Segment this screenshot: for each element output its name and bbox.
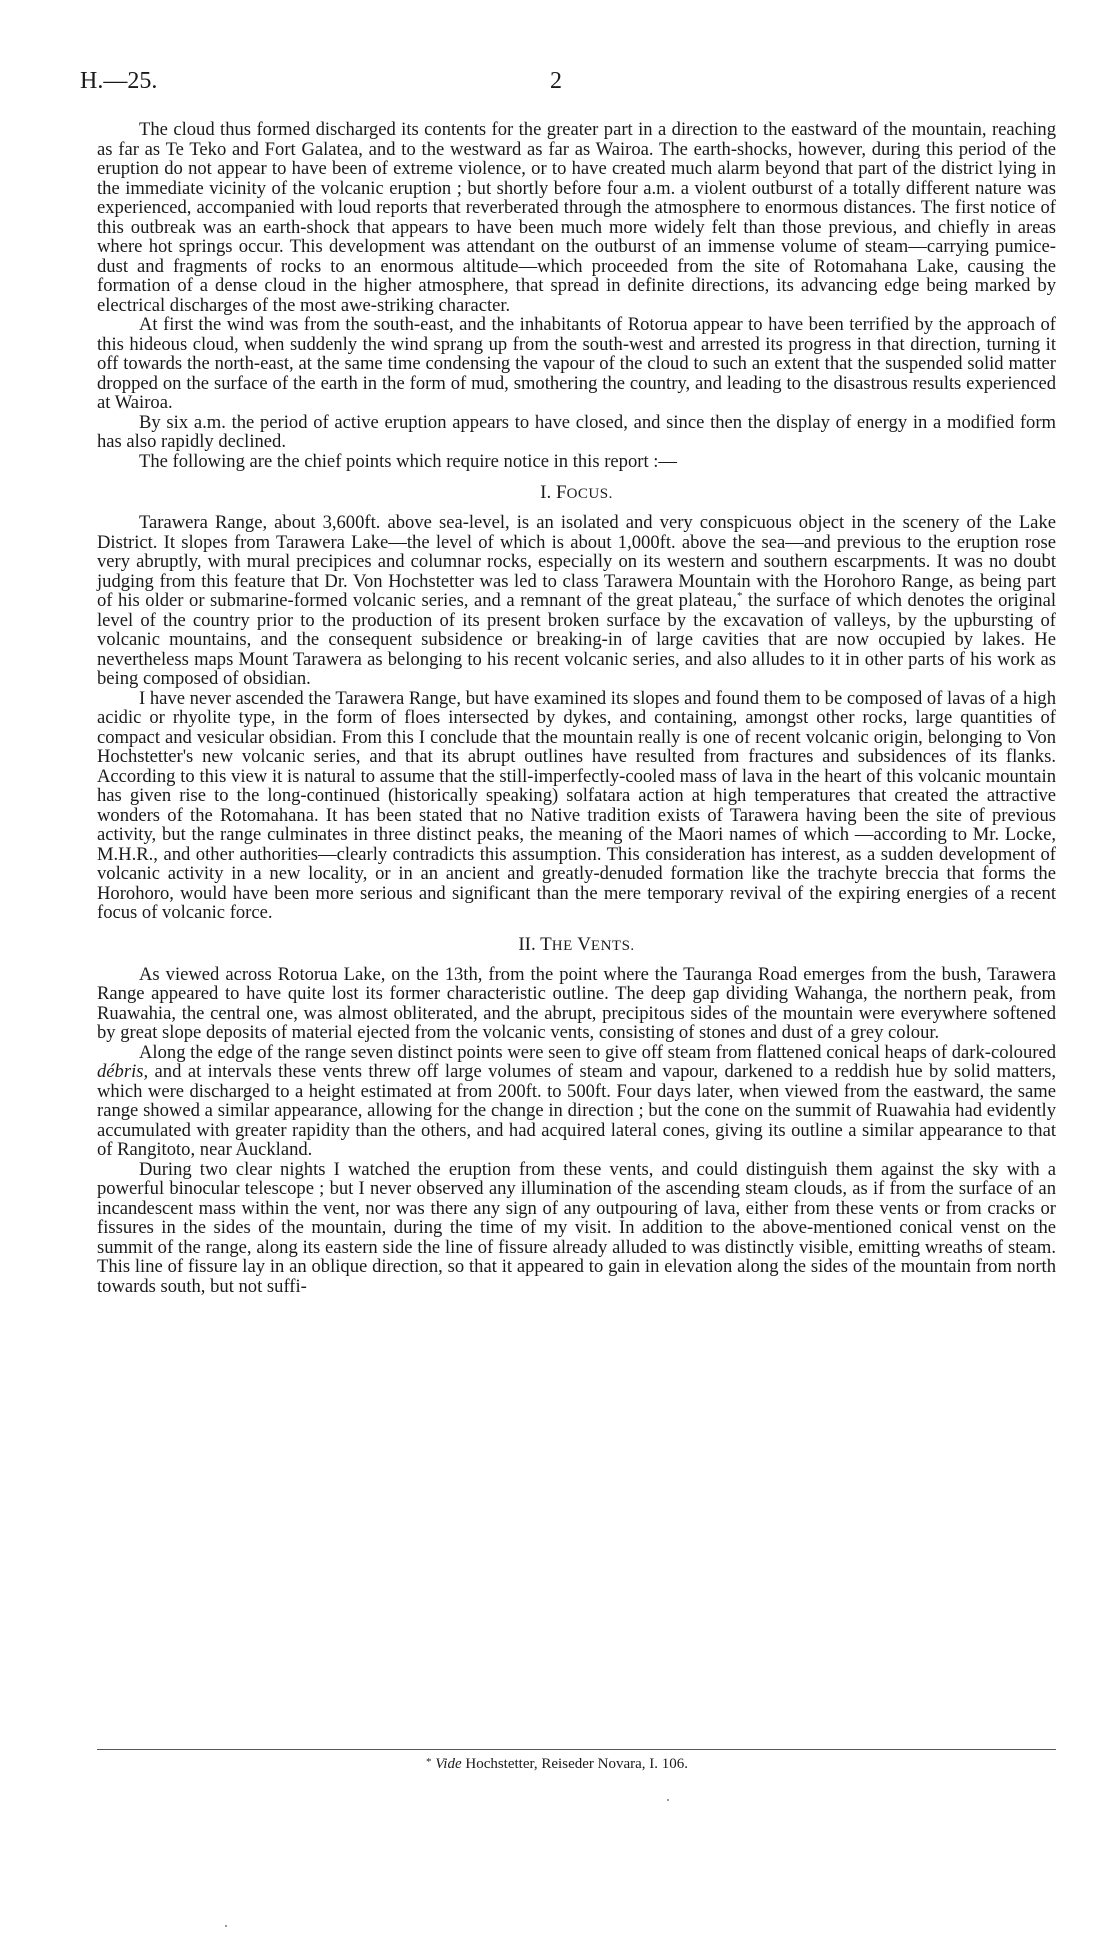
section-heading-focus	[97, 483, 1056, 504]
document-reference: H.—25.	[80, 68, 158, 94]
footnote-reference: *	[737, 589, 743, 602]
heading-initial: T	[540, 933, 552, 955]
paragraph	[97, 1043, 1056, 1160]
paragraph: I have never ascended the Tarawera Range, but have examined its slopes and found them to be composed of lavas of a high acidic or rhyolite type, in the form of floes intersected by dykes, and containing, amongst other rocks, large quantities of compact and vesicular obsidian. From this I conclude that the mountain really is one of recent volcanic origin, belonging to Von Hochstetter's new volcanic series, and that its abrupt outlines have resulted from fractures and subsidences of its flanks. According to this view it is natural to assume that the still-imperfectly-cooled mass of lava in the heart of this volcanic mountain has given rise to the long-continued (historically speaking) solfatara action at high temperatures that created the attractive wonders of the Rotomahana. It has been stated that no Native tradition exists of Tarawera having been the site of previous activity, but the range culminates in three distinct peaks, the meaning of the Maori names of which —according to Mr. Locke, M.H.R., and other authorities—clearly contradicts this assumption. This consideration has interest, as a sudden development of volcanic activity in a new locality, or in an ancient and greatly-denuded formation like the trachyte breccia that forms the Horohoro, would have been more serious and significant than the mere temporary revival of the expiring energies of a recent focus of volcanic force.	[97, 687, 1056, 923]
paragraph-text: the surface of which denotes the original level of the country prior to the production of its present broken surface by the excavation of valleys, by the upbursting of volcanic mountains, and the consequent subsidence or breaking-in of large cavities that are now occupied by lakes. He nevertheless maps Mount Tarawera as belonging to his recent volcanic series, and also alludes to it in other parts of his work as being composed of obsidian.	[97, 590, 1056, 689]
paragraph: The following are the chief points which require notice in this report :—	[139, 450, 678, 472]
paragraph: By six a.m. the period of active eruption appears to have closed, and since then the display of energy in a modified form has also rapidly declined.	[97, 411, 1056, 452]
heading-small-caps: HE	[551, 937, 573, 954]
footnote-rule	[97, 1749, 1056, 1750]
paragraph: At first the wind was from the south-east, and the inhabitants of Rotorua appear to have been terrified by the approach of this hideous cloud, when suddenly the wind sprang up from the south-west and arrested its progress in that direction, turning it off towards the north-east, at the same time condensing the vapour of the cloud to such an extent that the suspended solid matter dropped on the surface of the earth in the form of mud, smothering the country, and leading to the disastrous results experienced at Wairoa.	[97, 314, 1056, 413]
footnote-mark: *	[425, 1756, 432, 1768]
running-header	[80, 68, 1040, 100]
italic-term: débris,	[97, 1061, 149, 1082]
paragraph-text: Along the edge of the range seven distinct points were seen to give off steam from flattened conical heaps of dark-coloured	[139, 1041, 1056, 1063]
body-text	[97, 120, 1056, 1296]
paragraph-text: Tarawera Range, about 3,600ft. above sea-level, is an isolated and very conspicuous object in the scenery of the Lake District. It slopes from Tarawera Lake—the level of which is about 1,000ft. above the sea—and previous to the eruption rose very abruptly, with mural precipices and columnar rocks, especially on its western and southern escarpments. It was no doubt judging from this feature that Dr. Von Hochstetter was led to class Tarawera Mountain with the Horohoro Range, as being part of his older or submarine-formed volcanic series, and a remnant of the great plateau,	[97, 512, 1056, 611]
heading-number: II.	[518, 933, 536, 955]
section-heading-vents	[97, 935, 1056, 956]
paragraph: During two clear nights I watched the eruption from these vents, and could distinguish them against the sky with a powerful binocular telescope ; but I never observed any illumination of the ascending steam clouds, as if from the surface of an incandescent mass within the vent, nor was there any sign of any outpouring of lava, either from these vents or from cracks or fissures in the sides of the mountain, during the time of my visit. In addition to the above-mentioned conical venst on the summit of the range, along its eastern side the line of fissure already alluded to was distinctly visible, emitting wreaths of steam. This line of fissure lay in an oblique direction, so that it appeared to gain in elevation along the sides of the mountain from north towards south, but not suffi-	[97, 1158, 1056, 1297]
paragraph: As viewed across Rotorua Lake, on the 13th, from the point where the Tauranga Road emerges from the bush, Tarawera Range appeared to have quite lost its former characteristic outline. The deep gap dividing Wahanga, the northern peak, from Ruawahia, the central one, was almost obliterated, and the abrupt, precipitous sides of the mountain were everywhere softened by great slope deposits of material ejected from the volcanic vents, consisting of stones and dust of a grey colour.	[97, 963, 1056, 1043]
heading-initial: V	[577, 933, 591, 955]
heading-small-caps: ENTS.	[590, 937, 635, 954]
scan-speck	[225, 1925, 227, 1927]
footnote-text: Hochstetter, Reiseder Novara, I. 106.	[461, 1756, 689, 1772]
heading-initial: F	[555, 482, 567, 503]
paragraph-text: and at intervals these vents threw off large volumes of steam and vapour, darkened to a reddish hue by solid matters, which were discharged to a height estimated at from 200ft. to 500ft. Four days later, when viewed from the eastward, the same range showed a similar appearance, allowing for the change in direction ; but the cone on the summit of Ruawahia had evidently accumulated with greater rapidity than the others, and had acquired lateral cones, giving its outline a similar appearance to that of Rangitoto, near Auckland.	[97, 1061, 1056, 1160]
scan-speck	[667, 1799, 669, 1801]
page-number: 2	[550, 68, 562, 94]
footnote-vide: Vide	[435, 1756, 462, 1772]
heading-number: I.	[540, 482, 552, 503]
footnote	[0, 1756, 1114, 1773]
paragraph: The cloud thus formed discharged its contents for the greater part in a direction to the eastward of the mountain, reaching as far as Te Teko and Fort Galatea, and to the westward as far as Wairoa. The earth-shocks, however, during this period of the eruption do not appear to have been of extreme violence, or to have created much alarm beyond that part of the district lying in the immediate vicinity of the volcanic eruption ; but shortly before four a.m. a violent outburst of a totally different nature was experienced, accompanied with loud reports that reverberated through the atmosphere to enormous distances. The first notice of this outbreak was an earth-shock that appears to have been much more widely felt than those previous, and chiefly in areas where hot springs occur. This development was attendant on the outburst of an immense volume of steam—carrying pumice-dust and fragments of rocks to an enormous altitude—which proceeded from the site of Rotomahana Lake, causing the formation of a dense cloud in the higher atmosphere, that spread in definite directions, its advancing edge being marked by electrical discharges of the most awe-striking character.	[97, 119, 1056, 316]
paragraph	[97, 513, 1056, 689]
heading-small-caps: OCUS.	[566, 486, 613, 502]
